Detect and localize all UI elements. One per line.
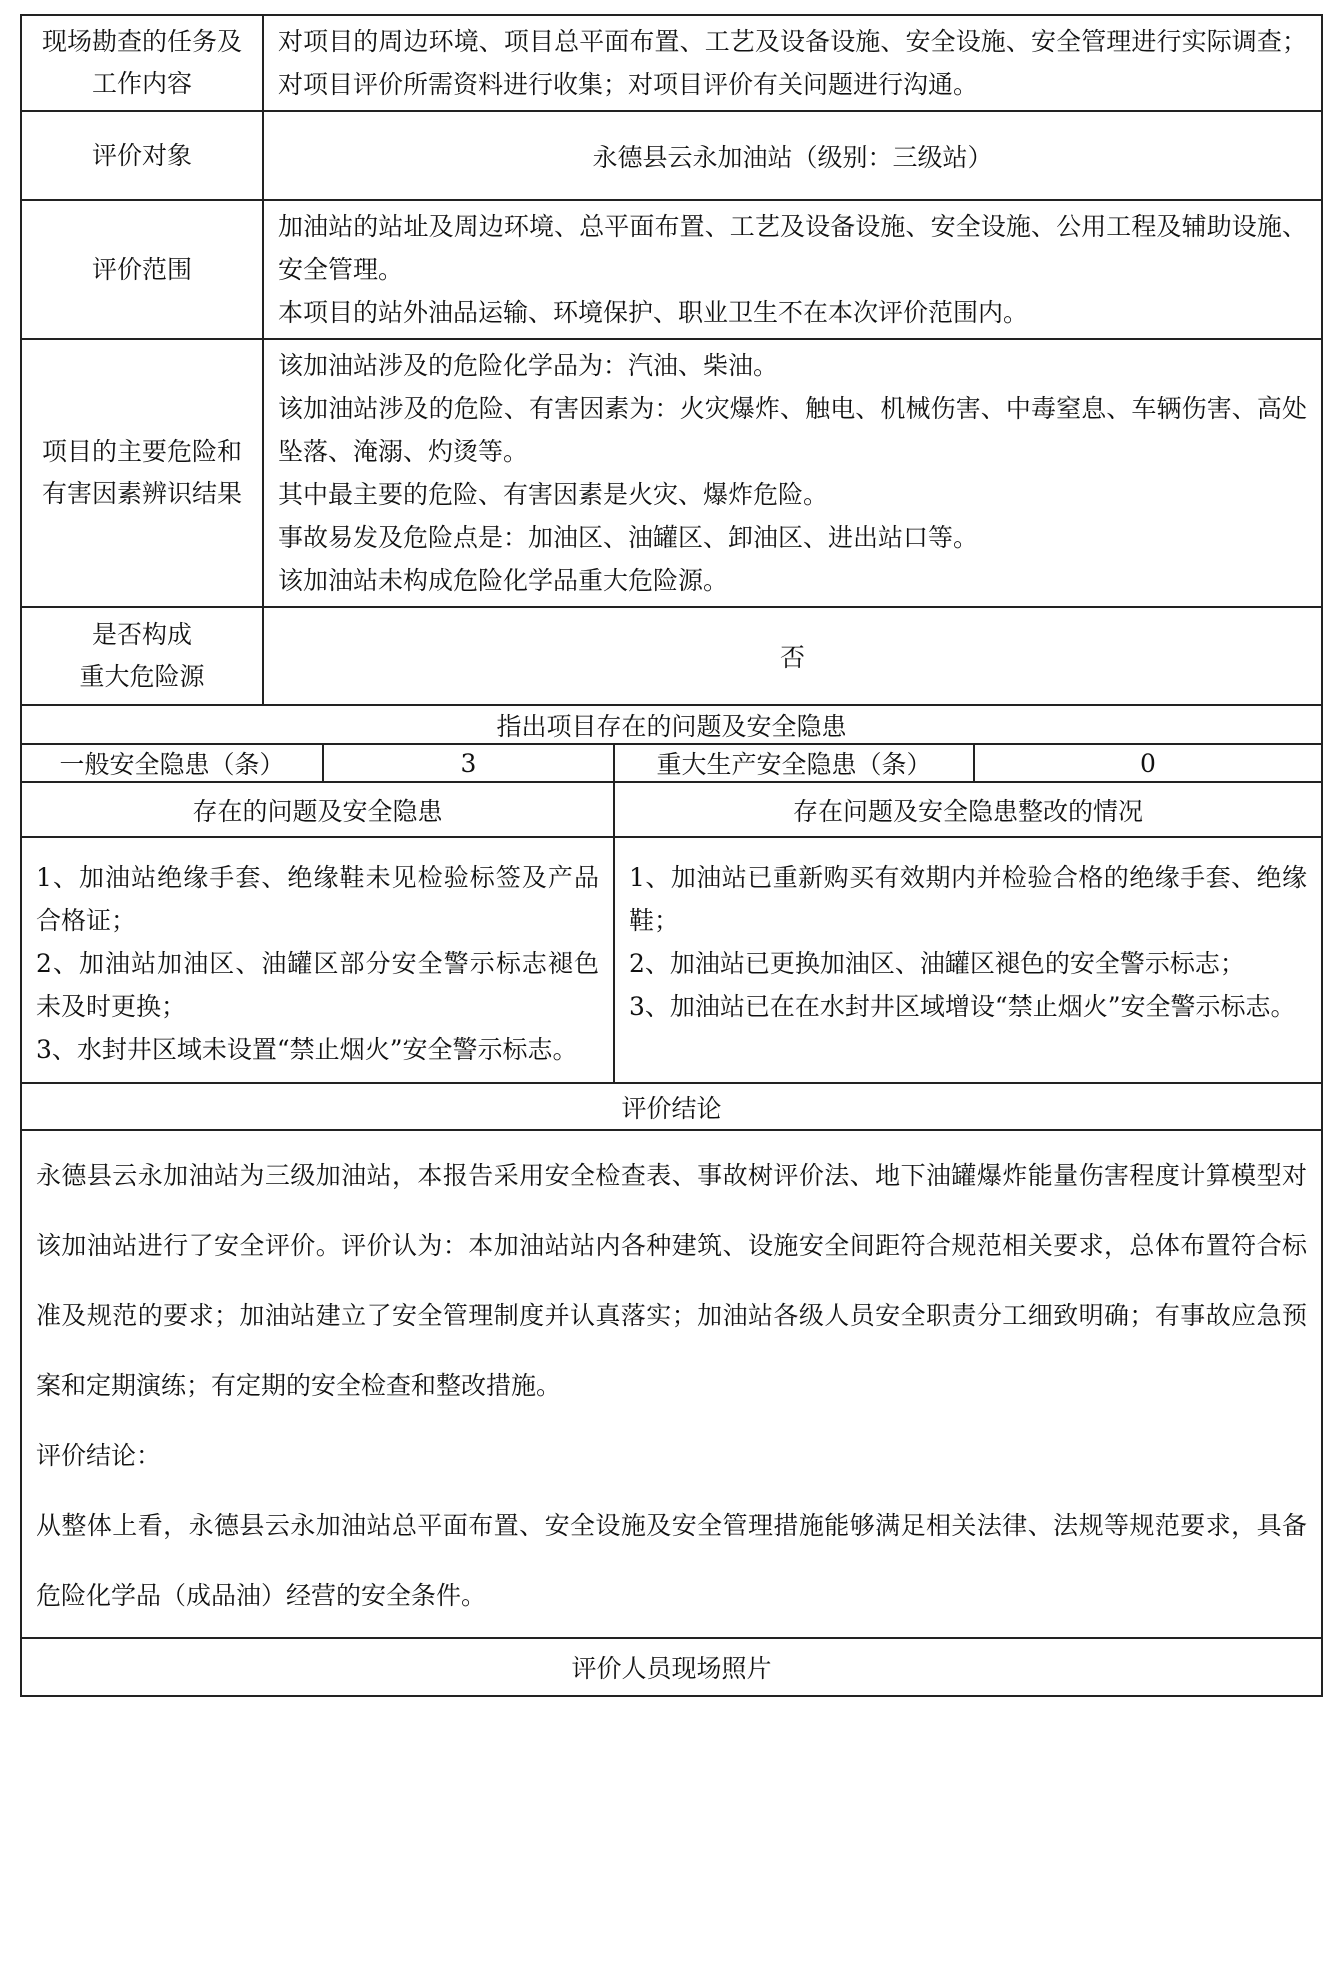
major-hazards-label: 重大生产安全隐患（条） (614, 744, 974, 782)
issues-left-header: 存在的问题及安全隐患 (21, 782, 614, 837)
tasks-text: 对项目的周边环境、项目总平面布置、工艺及设备设施、安全设施、安全管理进行实际调查；对项目评价所需资料进行收集；对项目评价有关问题进行沟通。 (263, 15, 1322, 111)
row-major-source (21, 607, 1322, 705)
scope-text (263, 200, 1322, 339)
conclusion-header: 评价结论 (21, 1083, 1322, 1130)
object-label: 评价对象 (21, 111, 263, 200)
scope-label: 评价范围 (21, 200, 263, 339)
major-source-label (21, 607, 263, 705)
row-tasks (21, 15, 1322, 111)
conclusion-content (21, 1130, 1322, 1638)
issue-item: 3、水封井区域未设置“禁止烟火”安全警示标志。 (36, 1035, 578, 1064)
hazards-text (263, 339, 1322, 607)
row-issues-header (21, 705, 1322, 744)
major-source-label-line: 重大危险源 (79, 662, 205, 691)
scope-line: 本项目的站外油品运输、环境保护、职业卫生不在本次评价范围内。 (278, 298, 1029, 327)
object-text: 永德县云永加油站（级别：三级站） (263, 111, 1322, 200)
major-hazards-count: 0 (974, 744, 1322, 782)
evaluation-table (20, 14, 1323, 1697)
issues-header: 指出项目存在的问题及安全隐患 (21, 705, 1322, 744)
row-counts (21, 744, 1322, 782)
row-photos-header (21, 1638, 1322, 1696)
hazards-line: 该加油站涉及的危险、有害因素为：火灾爆炸、触电、机械伤害、中毒窒息、车辆伤害、高处坠落、淹溺、灼烫等。 (278, 394, 1308, 466)
conclusion-label: 评价结论： (36, 1441, 162, 1470)
photos-header: 评价人员现场照片 (21, 1638, 1322, 1696)
rectification-item: 1、加油站已重新购买有效期内并检验合格的绝缘手套、绝缘鞋； (629, 863, 1308, 935)
scope-line: 加油站的站址及周边环境、总平面布置、工艺及设备设施、安全设施、公用工程及辅助设施、安全管理。 (278, 212, 1308, 284)
issue-item: 2、加油站加油区、油罐区部分安全警示标志褪色未及时更换； (36, 949, 599, 1021)
hazards-line: 其中最主要的危险、有害因素是火灾、爆炸危险。 (278, 480, 829, 509)
issue-item: 1、加油站绝缘手套、绝缘鞋未见检验标签及产品合格证； (36, 863, 599, 935)
general-hazards-count: 3 (323, 744, 614, 782)
major-source-label-line: 是否构成 (91, 620, 192, 649)
rectification-item: 2、加油站已更换加油区、油罐区褪色的安全警示标志； (629, 949, 1245, 978)
tasks-label: 现场勘查的任务及工作内容 (21, 15, 263, 111)
hazards-line: 事故易发及危险点是：加油区、油罐区、卸油区、进出站口等。 (278, 523, 979, 552)
rectification-item: 3、加油站已在在水封井区域增设“禁止烟火”安全警示标志。 (629, 992, 1296, 1021)
conclusion-paragraph: 从整体上看，永德县云永加油站总平面布置、安全设施及安全管理措施能够满足相关法律、法规等规范要求，具备危险化学品（成品油）经营的安全条件。 (36, 1511, 1308, 1610)
hazards-line: 该加油站涉及的危险化学品为：汽油、柴油。 (278, 351, 779, 380)
row-object (21, 111, 1322, 200)
general-hazards-label: 一般安全隐患（条） (21, 744, 323, 782)
major-source-value: 否 (263, 607, 1322, 705)
hazards-line: 该加油站未构成危险化学品重大危险源。 (278, 566, 729, 595)
issues-left-list (21, 837, 614, 1083)
row-issues-content (21, 837, 1322, 1083)
row-hazards (21, 339, 1322, 607)
issues-right-header: 存在问题及安全隐患整改的情况 (614, 782, 1322, 837)
row-conclusion-content (21, 1130, 1322, 1638)
evaluation-summary-sheet (20, 14, 1321, 1697)
row-scope (21, 200, 1322, 339)
row-conclusion-header (21, 1083, 1322, 1130)
conclusion-paragraph: 永德县云永加油站为三级加油站，本报告采用安全检查表、事故树评价法、地下油罐爆炸能量伤害程度计算模型对该加油站进行了安全评价。评价认为：本加油站站内各种建筑、设施安全间距符合规范相关要求，总体布置符合标准及规范的要求；加油站建立了安全管理制度并认真落实；加油站各级人员安全职责分工细致明确；有事故应急预案和定期演练；有定期的安全检查和整改措施。 (36, 1161, 1308, 1400)
row-issues-col-headers (21, 782, 1322, 837)
hazards-label: 项目的主要危险和有害因素辨识结果 (21, 339, 263, 607)
issues-right-list (614, 837, 1322, 1083)
